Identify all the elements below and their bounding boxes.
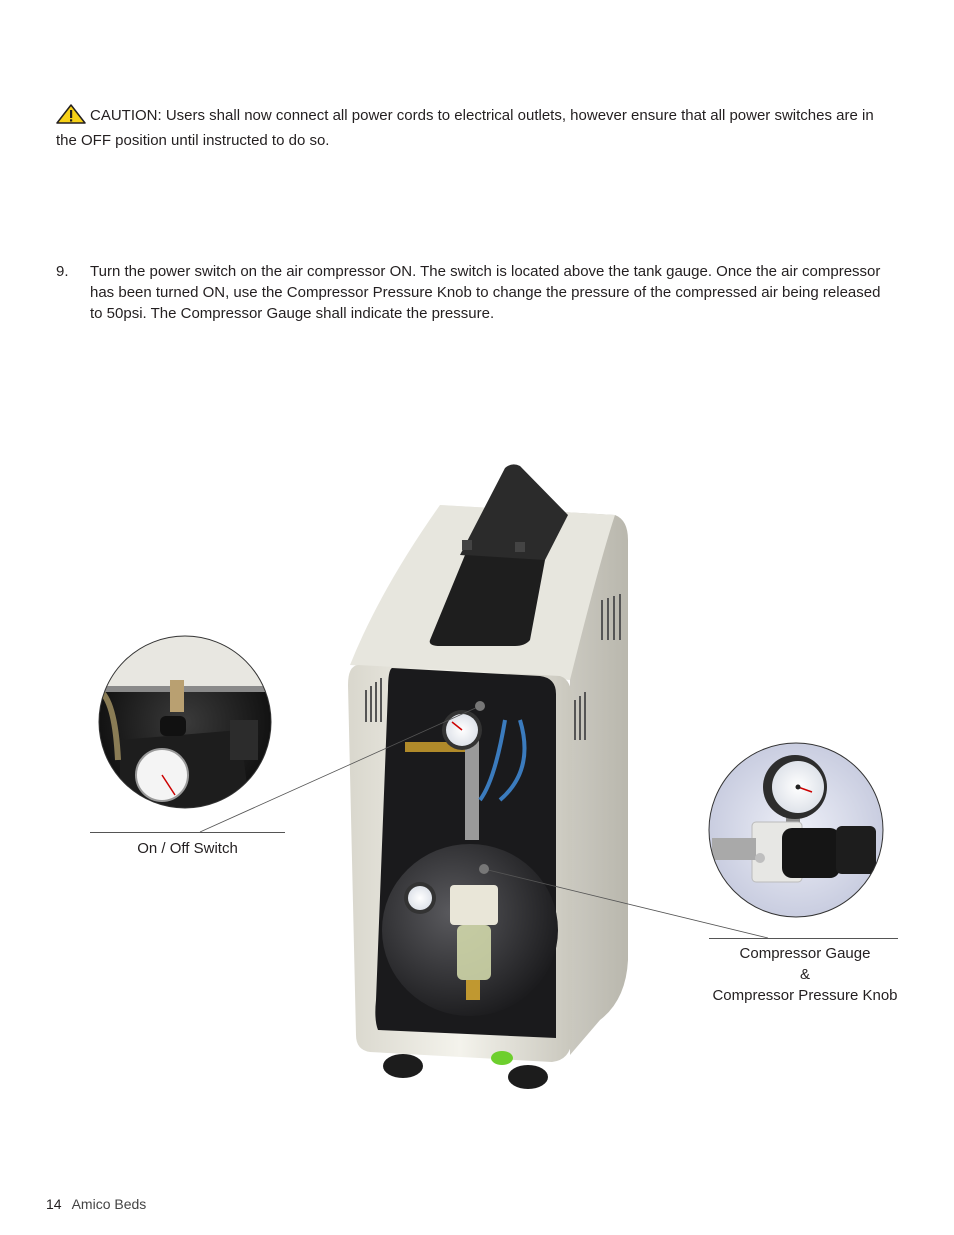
- switch-leader-dot: [475, 701, 485, 711]
- switch-zoom-inset: [99, 636, 271, 808]
- step-number: 9.: [56, 263, 69, 280]
- gauge-leader-dot: [479, 864, 489, 874]
- gauge-callout-rule: [709, 938, 898, 939]
- compressor-unit: [348, 464, 628, 1089]
- switch-callout-label: On / Off Switch: [137, 840, 238, 857]
- switch-callout-rule: [90, 832, 285, 833]
- step-text: Turn the power switch on the air compressor ON. The switch is located above the tank gauge. Once the air compressor has been turned ON, use the Compressor Pressure Knob to change the pressure of the compressed air being released to 50psi. The Compressor Gauge shall indicate the pressure.: [90, 263, 881, 322]
- footer-title: Amico Beds: [71, 1196, 147, 1212]
- page-footer: [46, 1196, 146, 1212]
- caution-text: CAUTION: Users shall now connect all power cords to electrical outlets, however ensure that all power switches are in the OFF position until instructed to do so.: [56, 107, 874, 149]
- gauge-callout-label: Compressor Gauge & Compressor Pressure Knob: [712, 945, 898, 1004]
- page-number: 14: [46, 1196, 62, 1212]
- gauge-zoom-inset: [709, 743, 883, 917]
